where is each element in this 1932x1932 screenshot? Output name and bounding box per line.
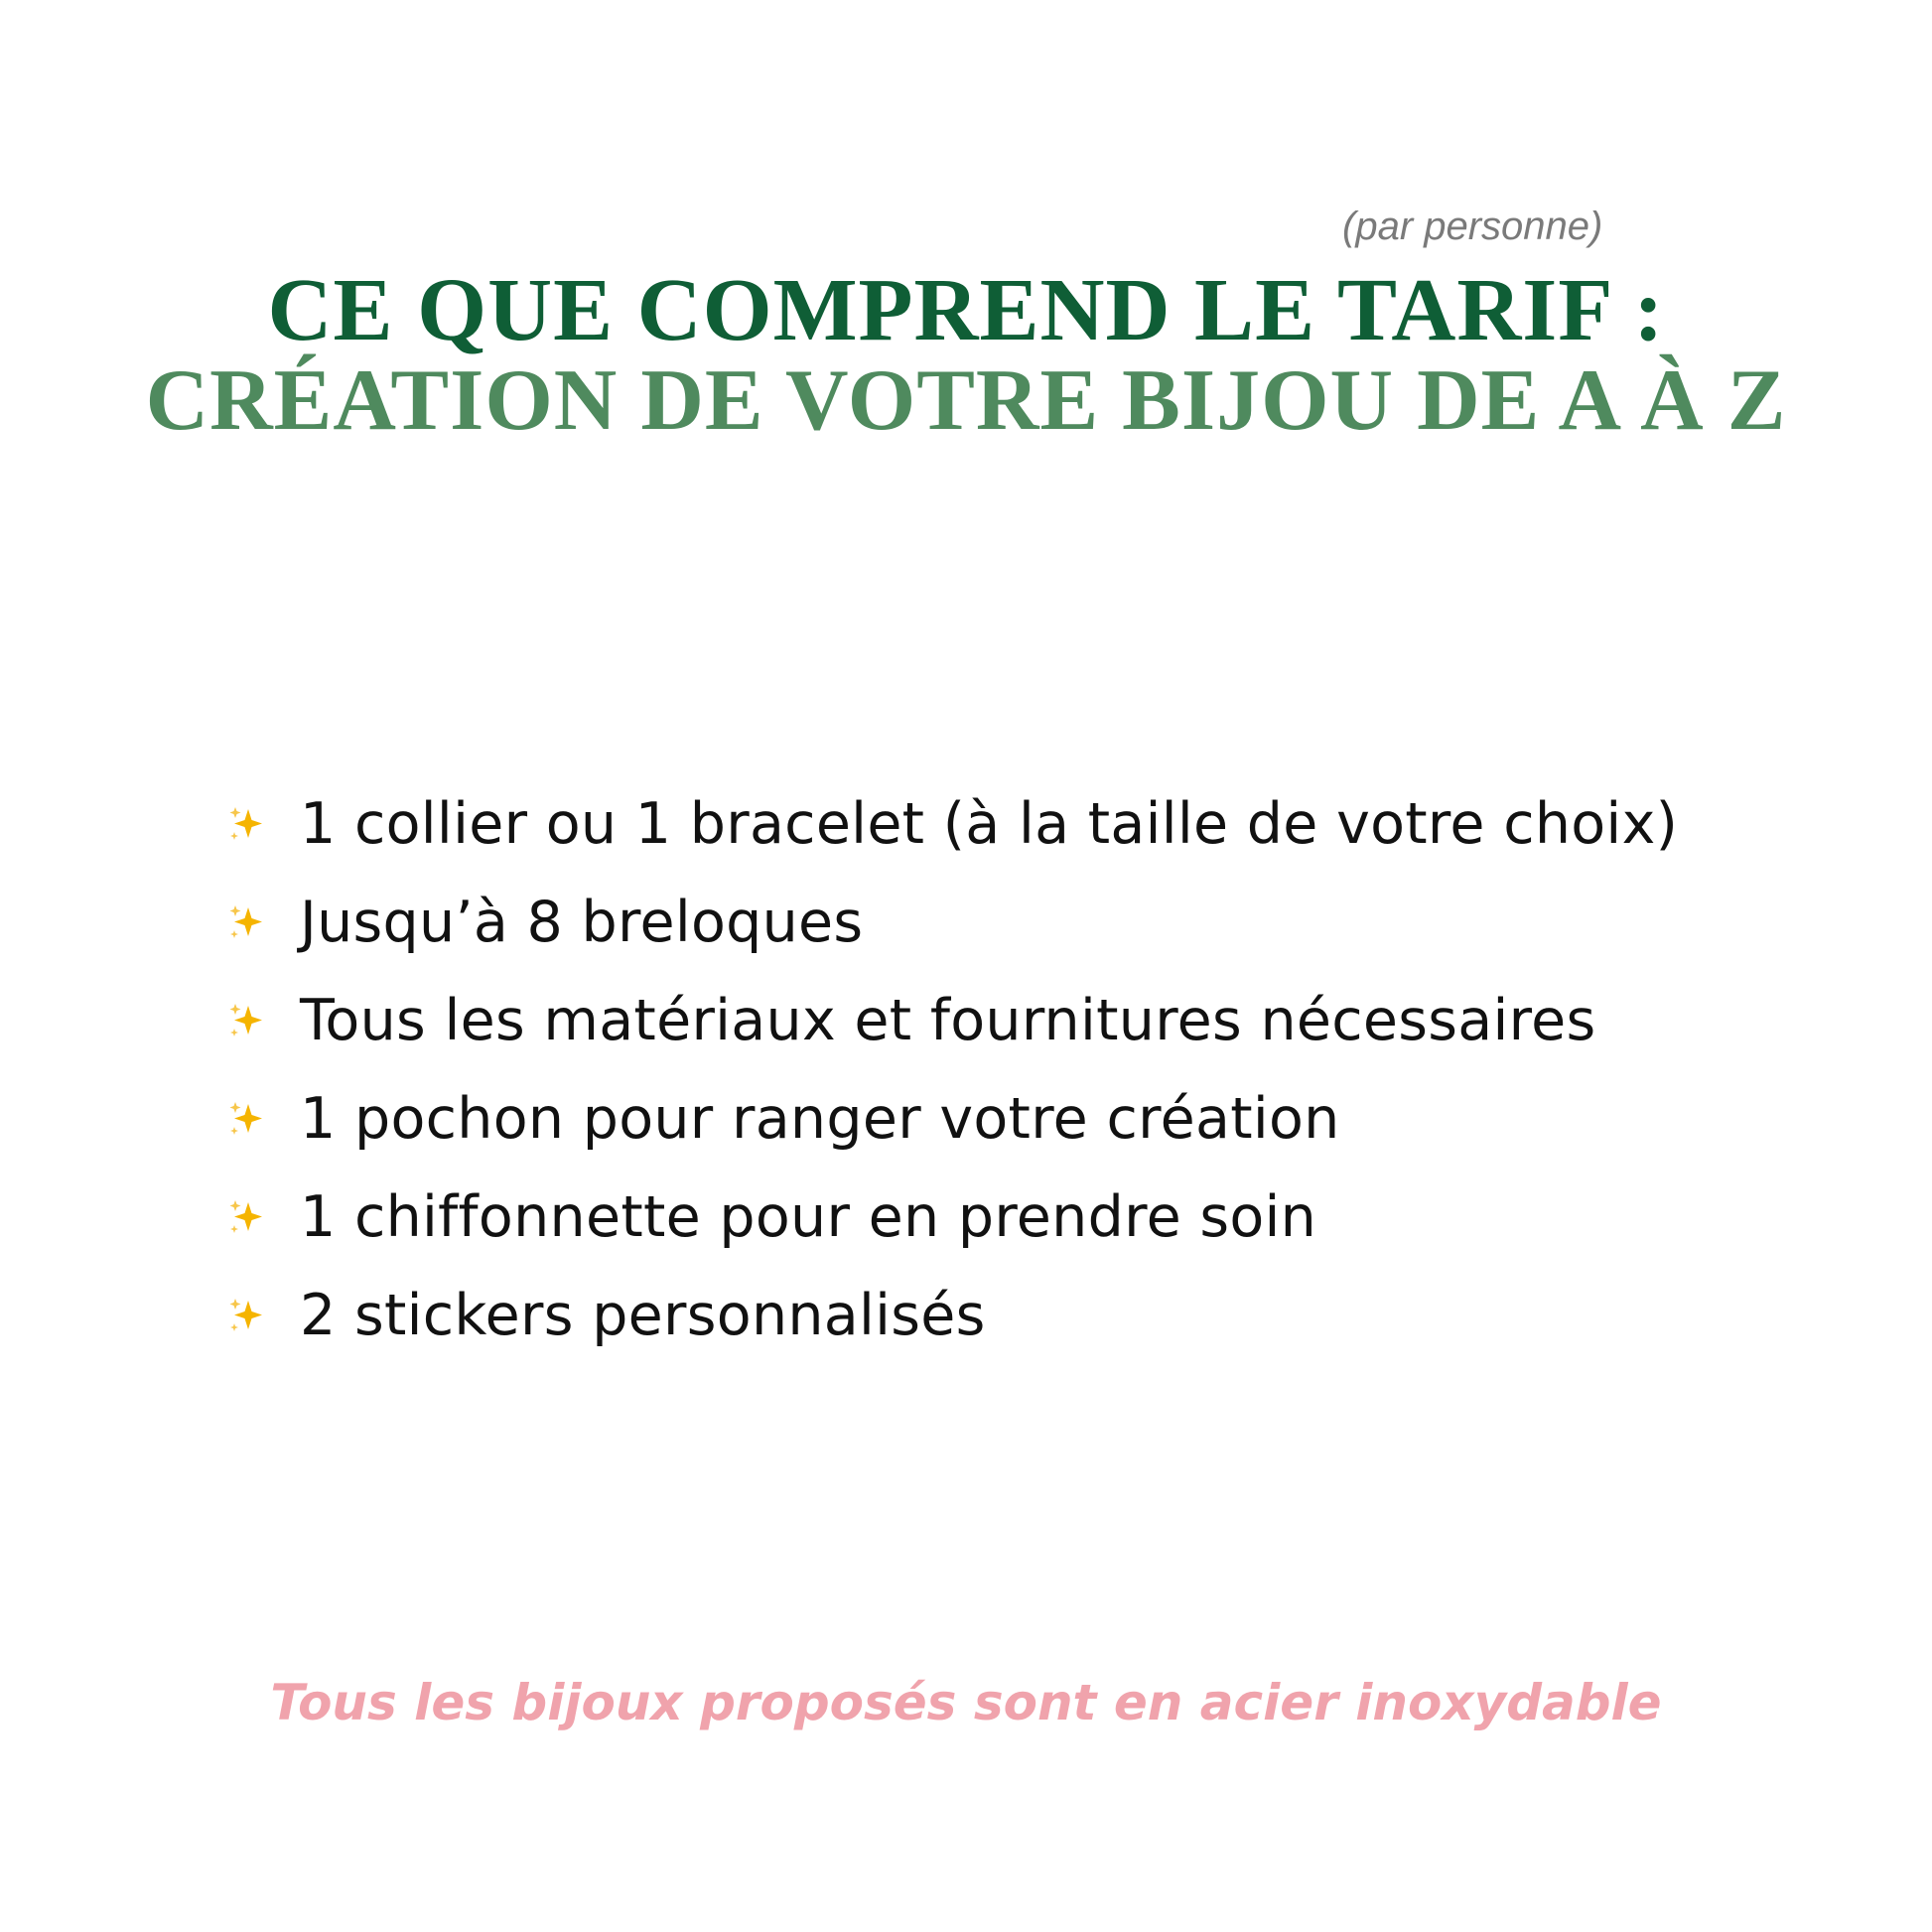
list-item-text: 1 collier ou 1 bracelet (à la taille de votre choix) bbox=[300, 790, 1679, 857]
list-item bbox=[224, 1266, 1678, 1364]
title-line-1: CE QUE COMPREND LE TARIF : bbox=[267, 261, 1665, 359]
sparkles-icon bbox=[224, 899, 270, 945]
list-item bbox=[224, 1069, 1678, 1168]
list-item bbox=[224, 873, 1678, 971]
sparkles-icon bbox=[224, 998, 270, 1043]
included-items-list bbox=[224, 774, 1678, 1364]
list-item-text: 1 pochon pour ranger votre création bbox=[300, 1085, 1340, 1152]
list-item bbox=[224, 774, 1678, 873]
list-item bbox=[224, 1168, 1678, 1266]
stainless-steel-note: Tous les bijoux proposés sont en acier inoxydable bbox=[270, 1674, 1662, 1731]
sparkles-icon bbox=[224, 1096, 270, 1142]
list-item-text: Tous les matériaux et fournitures nécessaires bbox=[300, 987, 1596, 1053]
title-line-2: CRÉATION DE VOTRE BIJOU DE A À Z bbox=[145, 352, 1787, 449]
list-item-text: Jusqu’à 8 breloques bbox=[300, 889, 864, 955]
price-annotation: (par personne) bbox=[1342, 205, 1603, 248]
sparkles-icon bbox=[224, 801, 270, 847]
sparkles-icon bbox=[224, 1293, 270, 1338]
list-item-text: 2 stickers personnalisés bbox=[300, 1282, 986, 1348]
list-item bbox=[224, 971, 1678, 1069]
sparkles-icon bbox=[224, 1194, 270, 1240]
list-item-text: 1 chiffonnette pour en prendre soin bbox=[300, 1183, 1317, 1250]
